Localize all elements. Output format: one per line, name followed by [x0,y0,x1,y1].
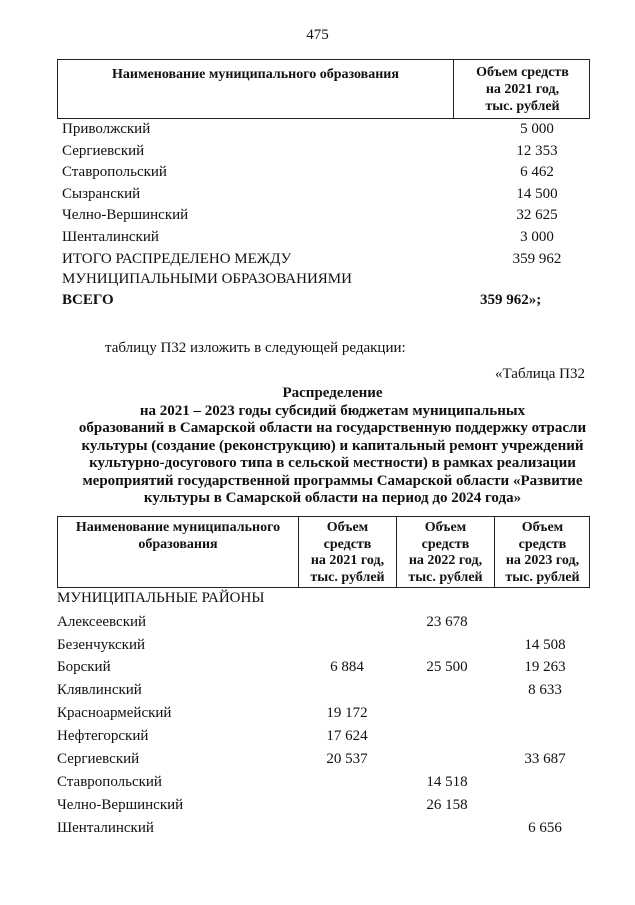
table2-cell-2023: 8 633 [528,682,562,698]
table2-header-2021: Объем средств на 2021 год, тыс. рублей [310,520,385,585]
table2-row-name: Клявлинский [57,682,142,698]
title-line: Распределение [282,385,383,401]
table1-row-value: 359 962 [512,251,562,267]
table1-row-value: 32 625 [516,207,558,223]
table2-header-name: Наименование муниципального образования [75,520,281,552]
table2-header-2023: Объем средств на 2023 год, тыс. рублей [505,520,580,585]
table1-header-name: Наименование муниципального образования [112,67,399,82]
table2-row-name: Шенталинский [57,820,154,836]
table2-row-name: Безенчукский [57,637,146,653]
table2-cell-2022: 26 158 [426,797,468,813]
table1-row-name: Шенталинский [62,229,159,245]
table2-cell-2023: 6 656 [528,820,562,836]
table1-row-name: Сызранский [62,186,141,202]
table1-row-value: 3 000 [520,229,554,245]
table2-row-name: Борский [57,659,111,675]
table2-cell-2021: 20 537 [326,751,368,767]
table1-row-name: Ставропольский [62,164,167,180]
title-line: культуры в Самарской области на период до 2024 года» [143,490,522,506]
section-label: МУНИЦИПАЛЬНЫЕ РАЙОНЫ [57,590,265,606]
table2-row-name: Ставропольский [57,774,162,790]
table2-row-name: Алексеевский [57,614,147,630]
table1-header [57,59,590,119]
table1-row-value: 12 353 [516,143,558,159]
title-line: мероприятий государственной программы Самарской области «Развитие [82,472,583,489]
title-line: культурно-досугового типа в сельской местности) в рамках реализации [89,455,576,471]
table1-row-value: 5 000 [520,121,554,137]
table1-row-name: Челно-Вершинский [62,207,189,223]
table2-cell-2021: 19 172 [326,705,368,721]
table2-row-name: Сергиевский [57,751,140,767]
table2-cell-2021: 6 884 [330,659,364,675]
title-line: на 2021 – 2023 годы субсидий бюджетам муниципальных [139,402,526,419]
table2-cell-2023: 14 508 [524,637,566,653]
table2-cell-2022: 23 678 [426,614,468,630]
title-line: культуры (создание (реконструкцию) и капитальный ремонт учреждений [81,437,584,454]
table1-total-label: ВСЕГО [62,292,114,308]
table2-cell-2022: 14 518 [426,774,468,790]
table2-header [57,516,590,588]
table1-row-name: Сергиевский [62,143,145,159]
table1-row-value: 6 462 [520,164,554,180]
table2-header-2022: Объем средств на 2022 год, тыс. рублей [408,520,483,585]
table2-row-name: Красноармейский [57,705,172,721]
table1-header-amount: Объем средств на 2021 год, тыс. рублей [476,65,569,114]
table2-row-name: Нефтегорский [57,728,149,744]
table-reference: «Таблица П32 [495,366,585,382]
table1-row-name: ИТОГО РАСПРЕДЕЛЕНО МЕЖДУ МУНИЦИПАЛЬНЫМИ ОБРАЗОВАНИЯМИ [62,251,352,287]
table1-row-value: 14 500 [516,186,558,202]
table1-total-value: 359 962»; [480,292,542,308]
table2-row-name: Челно-Вершинский [57,797,184,813]
intro-text: таблицу П32 изложить в следующей редакции: [105,340,406,356]
table2-cell-2022: 25 500 [426,659,468,675]
table2-cell-2023: 33 687 [524,751,566,767]
page-number: 475 [306,27,329,43]
table2-title [55,385,610,508]
table2-cell-2023: 19 263 [524,659,566,675]
table1-row-name: Приволжский [62,121,151,137]
table2-cell-2021: 17 624 [326,728,368,744]
title-line: образований в Самарской области на государственную поддержку отрасли [78,420,587,436]
